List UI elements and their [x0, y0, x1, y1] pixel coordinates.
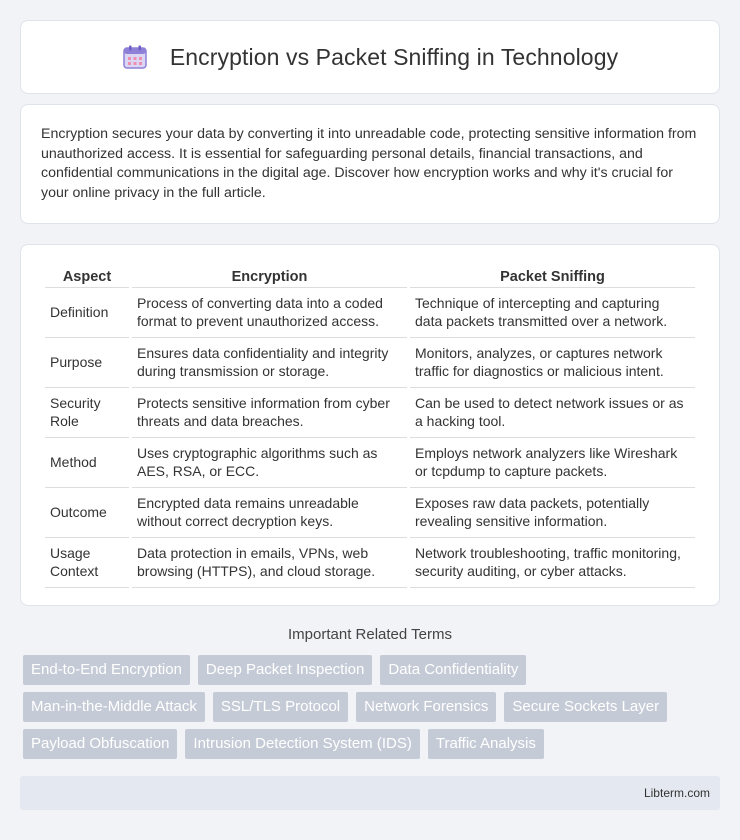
- aspect-cell: Security Role: [45, 388, 129, 438]
- packet-sniffing-cell: Can be used to detect network issues or as a hacking tool.: [410, 388, 695, 438]
- intro-card: [20, 104, 720, 224]
- aspect-cell: Method: [45, 438, 129, 488]
- tag-traffic-analysis[interactable]: Traffic Analysis: [428, 729, 544, 759]
- table-row: [45, 538, 695, 588]
- tag-row: [23, 729, 723, 759]
- packet-sniffing-cell: Network troubleshooting, traffic monitoring, security auditing, or cyber attacks.: [410, 538, 695, 588]
- footer: [20, 776, 720, 810]
- packet-sniffing-cell: Monitors, analyzes, or captures network traffic for diagnostics or malicious intent.: [410, 338, 695, 388]
- table-row: [45, 388, 695, 438]
- tag-payload-obfuscation[interactable]: Payload Obfuscation: [23, 729, 177, 759]
- tag-data-confidentiality[interactable]: Data Confidentiality: [380, 655, 526, 685]
- tag-secure-sockets-layer[interactable]: Secure Sockets Layer: [504, 692, 667, 722]
- tag-ssl-tls-protocol[interactable]: SSL/TLS Protocol: [213, 692, 348, 722]
- header-card: [20, 20, 720, 94]
- aspect-cell: Outcome: [45, 488, 129, 538]
- table-row: [45, 438, 695, 488]
- aspect-cell: Purpose: [45, 338, 129, 388]
- comparison-table: [42, 265, 698, 588]
- related-terms-title: Important Related Terms: [288, 626, 452, 643]
- table-header-row: [45, 265, 695, 288]
- related-terms: [23, 655, 723, 766]
- tag-man-in-the-middle-attack[interactable]: Man-in-the-Middle Attack: [23, 692, 205, 722]
- intro-text: Encryption secures your data by converting it into unreadable code, protecting sensitive information from unauthorized access. It is essential for safeguarding personal details, financial transactions, and confidential communications in the digital age. Discover how encryption works and why it's crucial for your online privacy in the full article.: [41, 126, 697, 201]
- tag-row: [23, 655, 723, 685]
- encryption-cell: Data protection in emails, VPNs, web browsing (HTTPS), and cloud storage.: [132, 538, 407, 588]
- footer-site-link[interactable]: Libterm.com: [643, 786, 710, 800]
- comparison-card: [20, 244, 720, 606]
- packet-sniffing-cell: Exposes raw data packets, potentially revealing sensitive information.: [410, 488, 695, 538]
- table-row: [45, 338, 695, 388]
- page-title: Encryption vs Packet Sniffing in Technology: [169, 43, 619, 70]
- column-header-packet-sniffing: Packet Sniffing: [410, 265, 695, 288]
- tag-row: [23, 692, 723, 722]
- aspect-cell: Definition: [45, 288, 129, 338]
- encryption-cell: Ensures data confidentiality and integrity during transmission or storage.: [132, 338, 407, 388]
- encryption-cell: Process of converting data into a coded format to prevent unauthorized access.: [132, 288, 407, 338]
- tag-deep-packet-inspection[interactable]: Deep Packet Inspection: [198, 655, 372, 685]
- packet-sniffing-cell: Technique of intercepting and capturing data packets transmitted over a network.: [410, 288, 695, 338]
- calendar-icon: [122, 44, 148, 70]
- encryption-cell: Uses cryptographic algorithms such as AES, RSA, or ECC.: [132, 438, 407, 488]
- encryption-cell: Protects sensitive information from cyber threats and data breaches.: [132, 388, 407, 438]
- table-row: [45, 288, 695, 338]
- column-header-encryption: Encryption: [132, 265, 407, 288]
- tag-intrusion-detection-system[interactable]: Intrusion Detection System (IDS): [185, 729, 419, 759]
- tag-end-to-end-encryption[interactable]: End-to-End Encryption: [23, 655, 190, 685]
- tag-network-forensics[interactable]: Network Forensics: [356, 692, 496, 722]
- packet-sniffing-cell: Employs network analyzers like Wireshark or tcpdump to capture packets.: [410, 438, 695, 488]
- encryption-cell: Encrypted data remains unreadable without correct decryption keys.: [132, 488, 407, 538]
- table-row: [45, 488, 695, 538]
- column-header-aspect: Aspect: [45, 265, 129, 288]
- aspect-cell: Usage Context: [45, 538, 129, 588]
